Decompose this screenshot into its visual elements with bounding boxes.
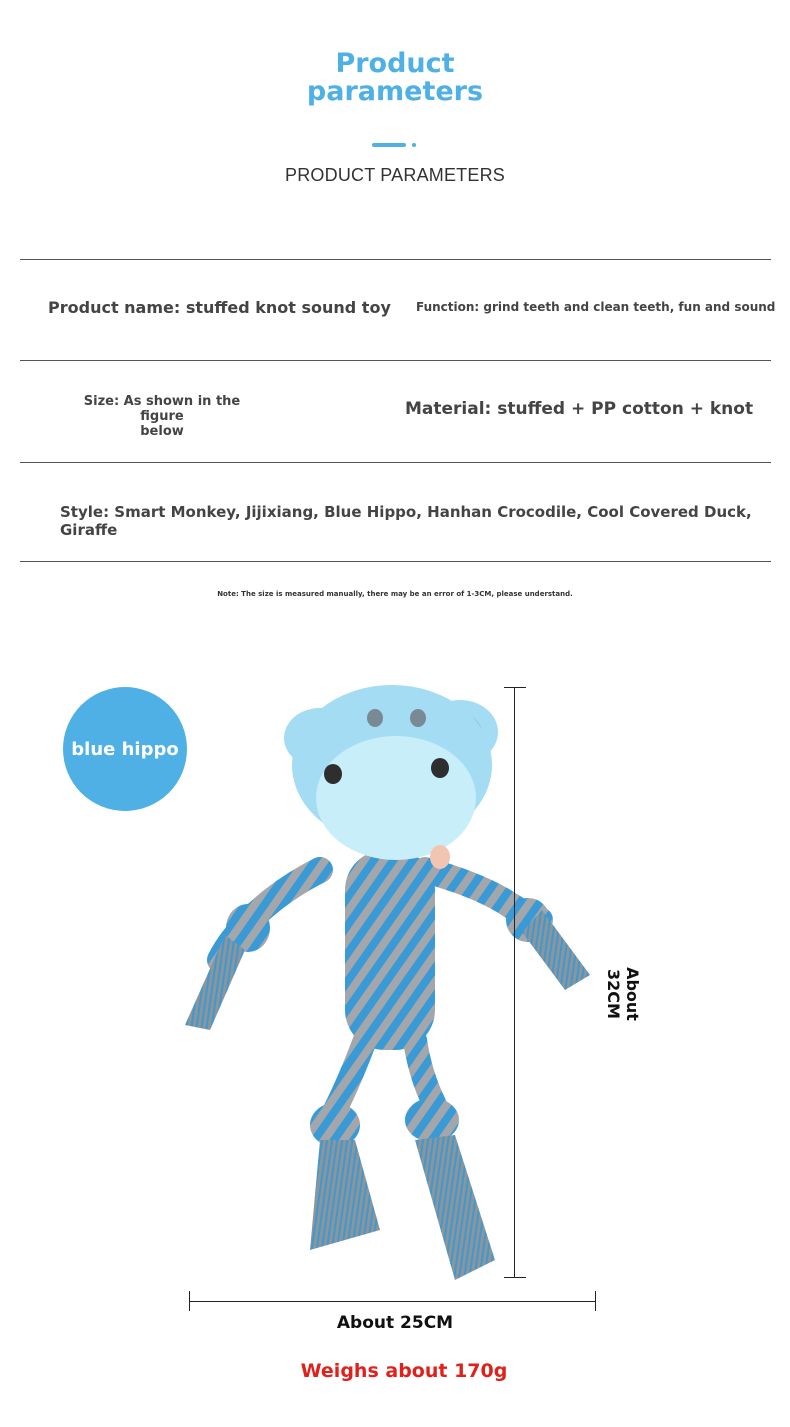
param-material: Material: stuffed + PP cotton + knot [405, 399, 754, 419]
param-size [60, 394, 264, 439]
height-dimension-line [514, 688, 515, 1278]
divider [20, 561, 771, 562]
measurement-note: Note: The size is measured manually, there may be an error of 1-3CM, please understand. [217, 590, 573, 598]
height-dimension-cap-top [504, 687, 526, 688]
title-dot [412, 143, 416, 147]
title-underline [372, 143, 406, 147]
divider [20, 259, 771, 260]
width-dimension-line [189, 1301, 596, 1302]
divider [20, 462, 771, 463]
width-dimension-cap-right [595, 1291, 596, 1311]
width-dimension-cap-left [189, 1291, 190, 1311]
param-product-name: Product name: stuffed knot sound toy [48, 298, 391, 317]
weight-label: Weighs about 170g [300, 1360, 508, 1382]
page-title [0, 50, 790, 106]
divider [20, 360, 771, 361]
param-size-line-1: Size: As shown in the figure [83, 394, 241, 424]
height-label: About 32CM [604, 967, 642, 1021]
param-style: Style: Smart Monkey, Jijixiang, Blue Hippo, Hanhan Crocodile, Cool Covered Duck, Giraffe [60, 503, 752, 539]
param-function: Function: grind teeth and clean teeth, fun and sound [416, 300, 776, 314]
page-subtitle: PRODUCT PARAMETERS [285, 165, 505, 185]
param-size-line-2: below [140, 424, 184, 439]
title-line-1: Product [335, 48, 455, 79]
width-label: About 25CM [336, 1313, 454, 1333]
title-line-2: parameters [306, 76, 484, 107]
variant-badge: blue hippo [63, 687, 187, 811]
toy-illustration [170, 670, 610, 1290]
height-dimension-cap-bottom [504, 1277, 526, 1278]
